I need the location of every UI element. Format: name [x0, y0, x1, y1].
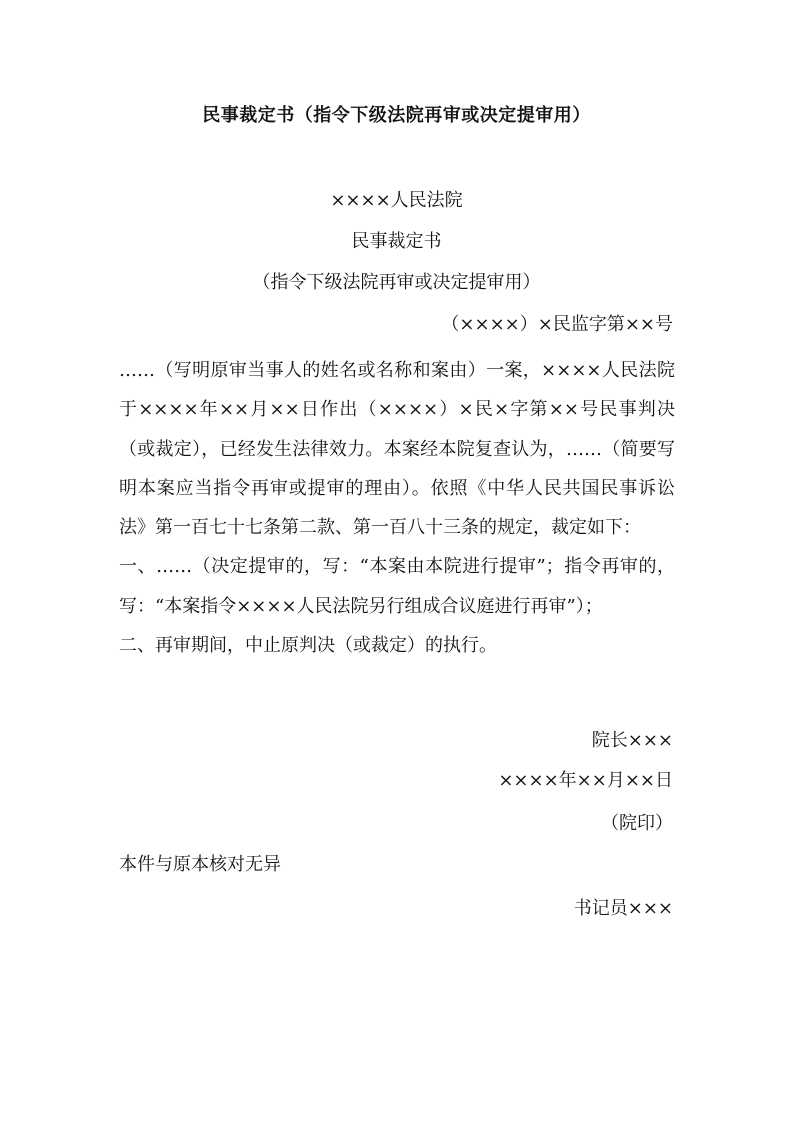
body-paragraph-facts: ……（写明原审当事人的姓名或名称和案由）一案，××××人民法院于××××年××月××日作出（××××）×民×字第××号民事判决（或裁定），已经发生法律效力。本案经本院复查认为，……（简要写明本案应当指令再审或提审的理由）。依照《中华人民共国民事诉讼法》第一百七十七条第二款、第一百八十三条的规定，裁定如下：	[119, 360, 675, 539]
clerk-signature: 书记员×××	[573, 898, 673, 919]
verification-note: 本件与原本核对无异	[119, 854, 281, 875]
document-date: ××××年××月××日	[498, 770, 673, 791]
case-number: （××××）×民监字第××号	[441, 314, 673, 335]
body-paragraph-ruling-1: 一、……（决定提审的，写：“本案由本院进行提审”；指令再审的，写：“本案指令××××人民法院另行组成合议庭进行再审”）；	[119, 556, 675, 617]
signatory: 院长×××	[591, 730, 673, 751]
court-name: ××××人民法院	[330, 190, 463, 211]
court-seal: （院印）	[601, 813, 673, 834]
document-heading: 民事裁定书（指令下级法院再审或决定提审用）	[202, 105, 591, 126]
document-type: 民事裁定书	[351, 231, 442, 252]
document-subtype: （指令下级法院再审或决定提审用）	[252, 272, 541, 293]
document-body	[119, 351, 675, 665]
body-paragraph-ruling-2: 二、再审期间，中止原判决（或裁定）的执行。	[119, 635, 497, 657]
